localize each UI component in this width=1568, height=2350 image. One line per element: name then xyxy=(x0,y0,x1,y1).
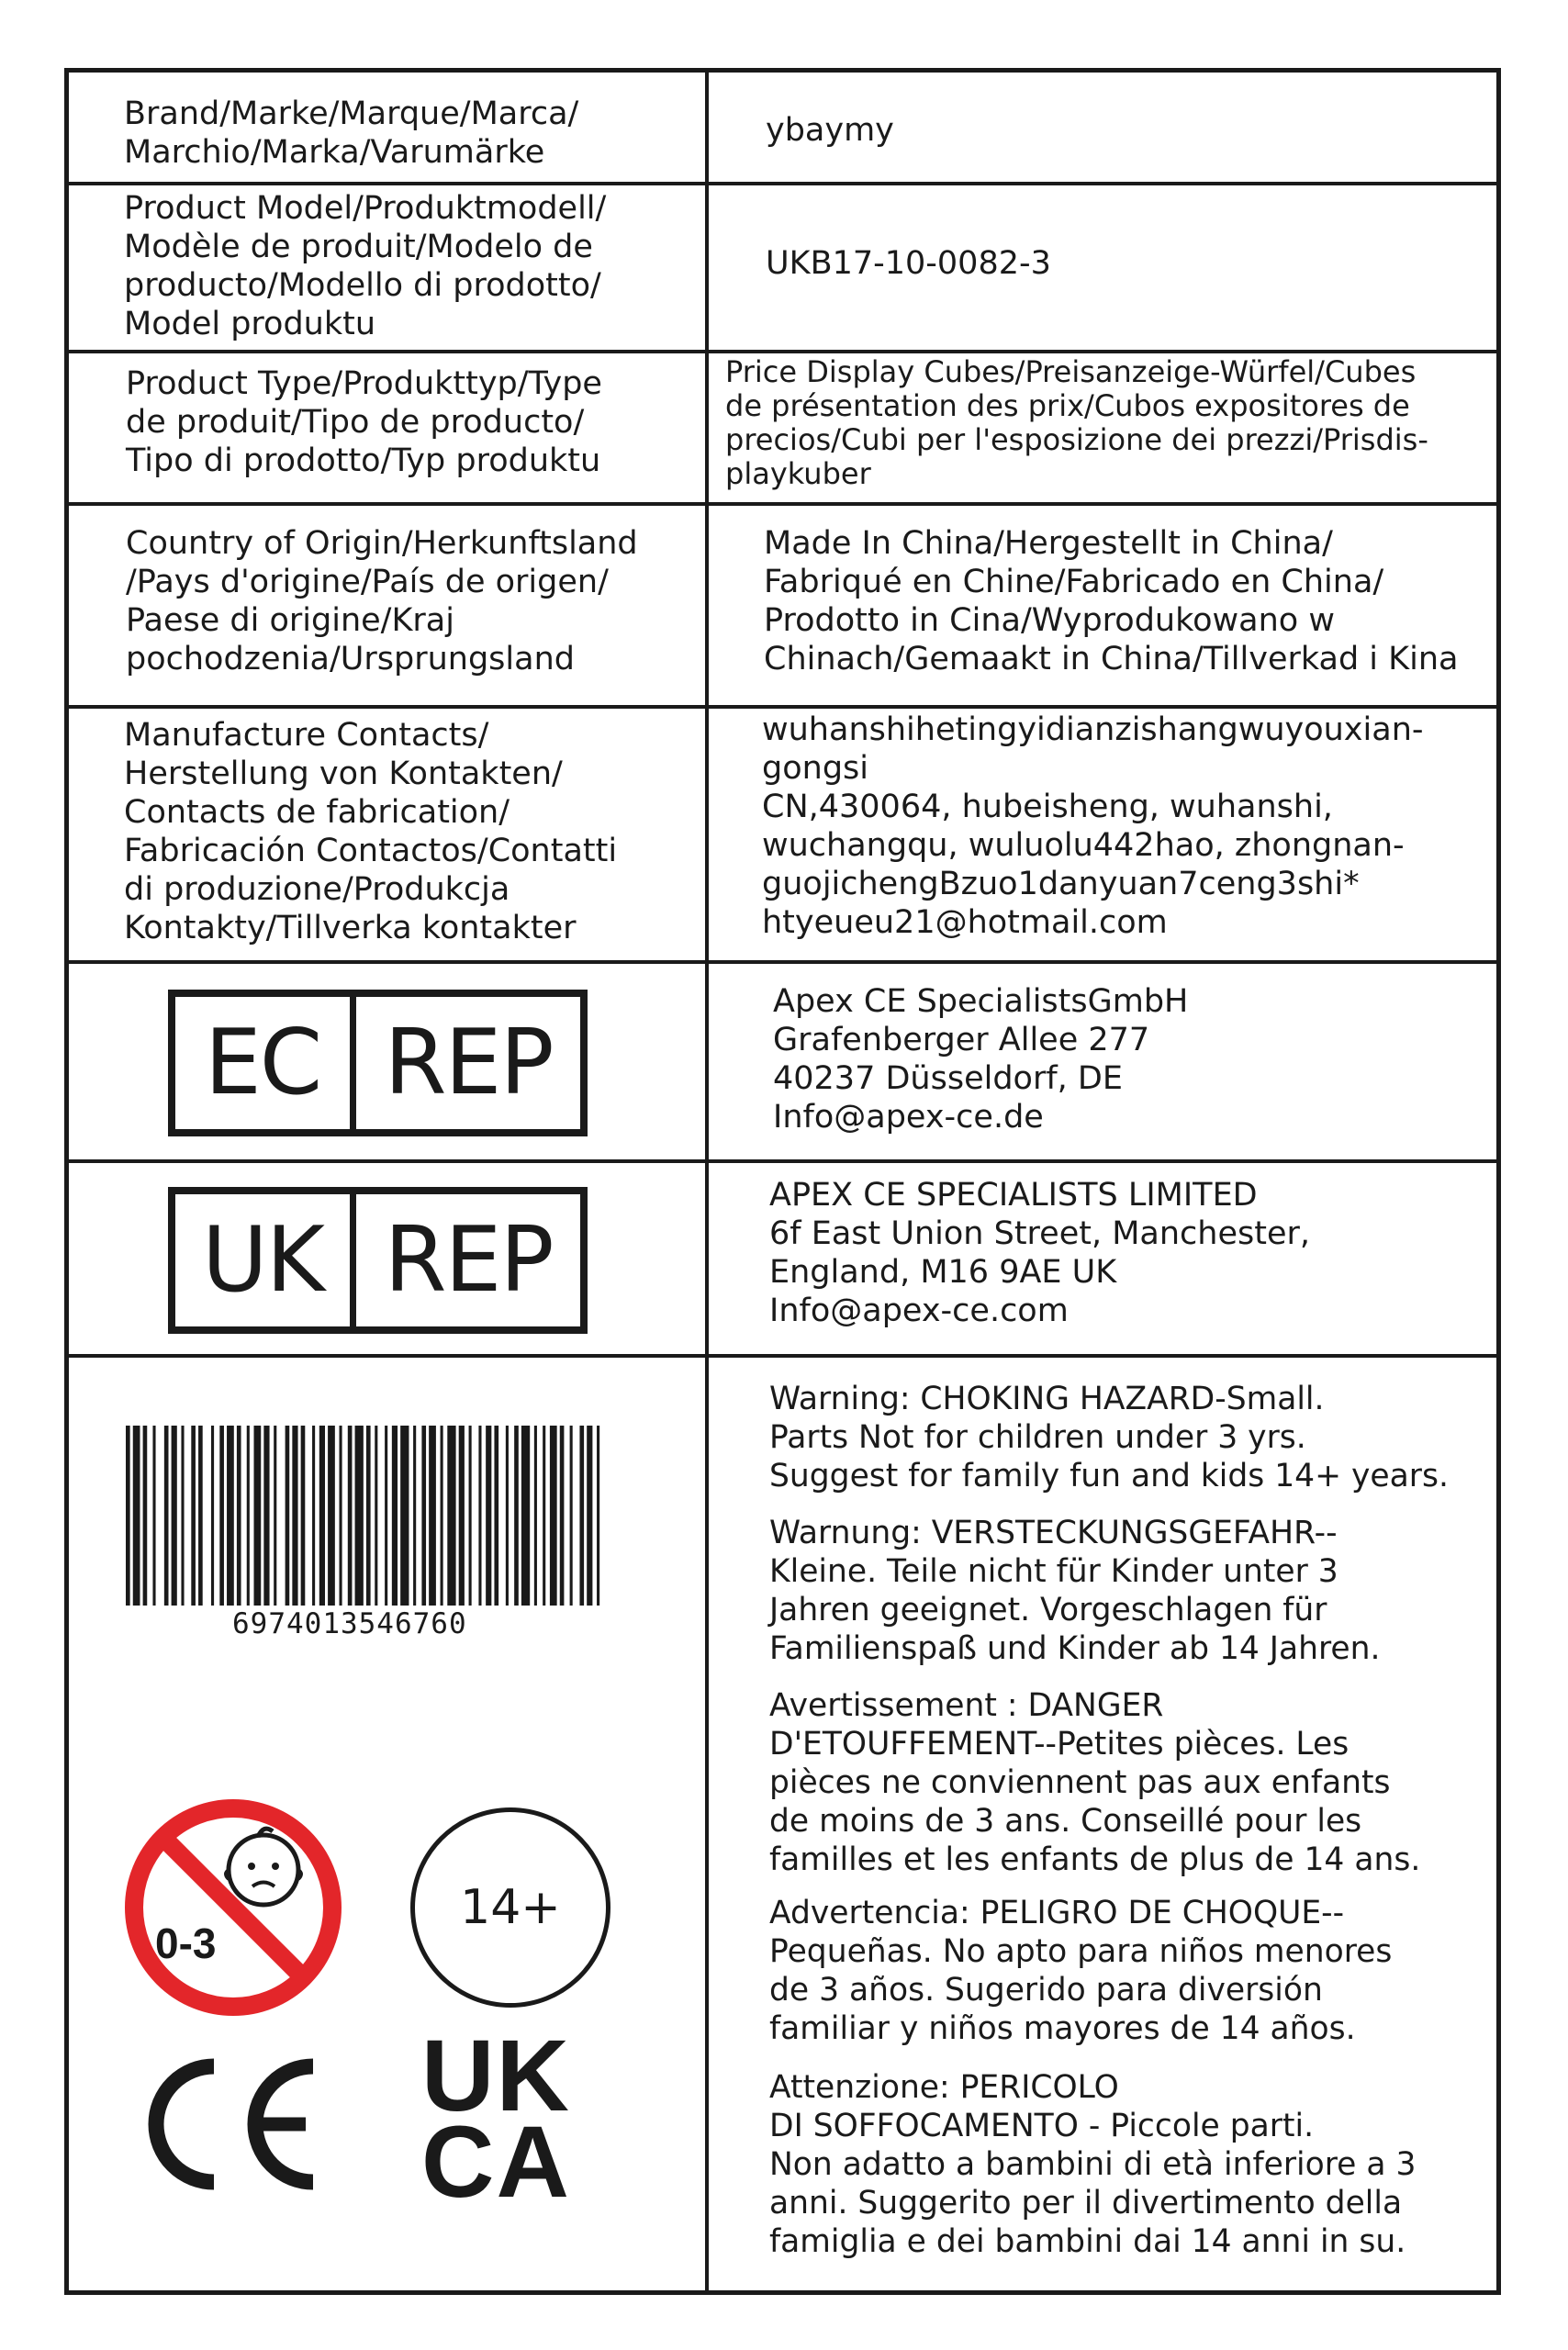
age-14-plus-icon xyxy=(410,1807,610,2008)
barcode-bar xyxy=(181,1426,184,1606)
warning-fr: Avertissement : DANGER D'ETOUFFEMENT--Petites pièces. Les pièces ne conviennent pas aux enfants de moins de 3 ans. Conseillé pour les familles et les enfants de plus de 14 ans. xyxy=(769,1687,1421,1878)
row-contacts xyxy=(69,705,1496,960)
type-value: Price Display Cubes/Preisanzeige-Würfel/Cubes de présentation des prix/Cubos expositores de precios/Cubi per l'esposizione dei prezzi/Prisdis- playkuber xyxy=(725,354,1428,491)
barcode-bar xyxy=(152,1426,155,1606)
barcode-bar xyxy=(543,1426,545,1606)
contacts-value: wuhanshihetingyidianzishangwuyouxian- gongsi CN,430064, hubeisheng, wuhanshi, wuchangqu, wuluolu442hao, zhongnan- guojichengBzuo1danyuan7ceng3shi* htyeueu21@hotmail.com xyxy=(762,711,1424,941)
ec-rep-address: Apex CE SpecialistsGmbH Grafenberger Allee 277 40237 Düsseldorf, DE Info@apex-ce.de xyxy=(773,983,1189,1136)
barcode-bar xyxy=(355,1426,364,1606)
no-under-3-text: 0-3 xyxy=(155,1919,217,1967)
uk-rep-mark-left: UK xyxy=(175,1194,356,1326)
ec-rep-mark-left: EC xyxy=(175,997,356,1129)
barcode-bar xyxy=(560,1426,565,1606)
barcode-bar xyxy=(521,1426,530,1606)
warning-it: Attenzione: PERICOLO DI SOFFOCAMENTO - Piccole parti. Non adatto a bambini di età inferiore a 3 anni. Suggerito per il divertimento della famiglia e dei bambini dai 14 anni in su. xyxy=(769,2069,1417,2260)
ukca-mark-icon xyxy=(421,2020,605,2219)
barcode-bar xyxy=(421,1426,426,1606)
type-label: Product Type/Produkttyp/Type de produit/Tipo de producto/ Tipo di prodotto/Typ produktu xyxy=(126,365,602,479)
barcode-bar xyxy=(587,1426,592,1606)
barcode-digits: 6974013546760 xyxy=(232,1607,467,1640)
barcode-bar xyxy=(441,1426,443,1606)
brand-value: ybaymy xyxy=(766,112,894,149)
barcode-bar xyxy=(366,1426,371,1606)
barcode-bar xyxy=(219,1426,224,1606)
barcode-bar xyxy=(413,1426,416,1606)
row-origin xyxy=(69,502,1496,705)
barcode-bar xyxy=(133,1426,140,1606)
barcode-bar xyxy=(486,1426,491,1606)
barcode-bar xyxy=(340,1426,342,1606)
barcode-bar xyxy=(506,1426,509,1606)
barcode-bar xyxy=(429,1426,436,1606)
barcode-bar xyxy=(274,1426,276,1606)
barcode-bar xyxy=(319,1426,325,1606)
barcode-bar xyxy=(247,1426,250,1606)
barcode-bar xyxy=(469,1426,472,1606)
barcode-bar xyxy=(348,1426,353,1606)
barcode-bar xyxy=(191,1426,196,1606)
uk-rep-address: APEX CE SPECIALISTS LIMITED 6f East Union Street, Manchester, England, M16 9AE UK Info@apex-ce.com xyxy=(769,1177,1311,1329)
ce-mark-icon xyxy=(140,2055,324,2193)
warning-en: Warning: CHOKING HAZARD-Small. Parts Not for children under 3 yrs. Suggest for family fun and kids 14+ years. xyxy=(769,1381,1449,1494)
origin-label: Country of Origin/Herkunftsland /Pays d'origine/País de origen/ Paese di origine/Kraj pochodzenia/Ursprungsland xyxy=(126,525,638,677)
barcode-bar xyxy=(292,1426,297,1606)
row-type xyxy=(69,350,1496,502)
barcode-bar xyxy=(312,1426,315,1606)
no-under-3-icon xyxy=(118,1793,348,2022)
barcode-bar xyxy=(597,1426,599,1606)
barcode-bar xyxy=(237,1426,241,1606)
barcode-bar xyxy=(478,1426,481,1606)
ukca-line-1: UK xyxy=(421,2020,571,2132)
barcode-bar xyxy=(286,1426,290,1606)
product-label xyxy=(64,68,1501,2295)
uk-rep-mark xyxy=(168,1187,588,1334)
barcode-bar xyxy=(385,1426,387,1606)
barcode-bar xyxy=(392,1426,398,1606)
barcode-bar xyxy=(164,1426,169,1606)
barcode-bar xyxy=(579,1426,584,1606)
barcode-bar xyxy=(198,1426,203,1606)
ukca-line-2: CA xyxy=(421,2106,571,2219)
barcode-bar xyxy=(254,1426,262,1606)
barcode-bar xyxy=(534,1426,537,1606)
barcode-bar xyxy=(459,1426,465,1606)
row-ec-rep xyxy=(69,960,1496,1159)
ec-rep-mark xyxy=(168,990,588,1136)
contacts-label: Manufacture Contacts/ Herstellung von Kontakten/ Contacts de fabrication/ Fabricación Contactos/Contatti di produzione/Produkcja Kontakty/Tillverka kontakter xyxy=(124,717,618,946)
row-brand xyxy=(69,73,1496,182)
barcode-bar xyxy=(227,1426,234,1606)
origin-value: Made In China/Hergestellt in China/ Fabriqué en Chine/Fabricado en China/ Prodotto in Cina/Wyprodukowano w Chinach/Gemaakt in China/Tillverkad i Kina xyxy=(764,525,1459,677)
barcode-bar xyxy=(570,1426,573,1606)
brand-label: Brand/Marke/Marque/Marca/ Marchio/Marka/Varumärke xyxy=(124,95,579,171)
warning-de: Warnung: VERSTECKUNGSGEFAHR-- Kleine. Teile nicht für Kinder unter 3 Jahren geeignet. Vorgeschlagen für Familienspaß und Kinder ab 14 Jahren. xyxy=(769,1515,1381,1667)
barcode-bar xyxy=(126,1426,130,1606)
model-value: UKB17-10-0082-3 xyxy=(766,245,1051,282)
barcode-bar xyxy=(400,1426,409,1606)
age-14-plus-text: 14+ xyxy=(460,1880,561,1935)
barcode-bar xyxy=(494,1426,498,1606)
barcode xyxy=(126,1426,608,1609)
barcode-bar xyxy=(211,1426,214,1606)
ec-rep-mark-right: REP xyxy=(384,1011,553,1115)
barcode-bar xyxy=(301,1426,306,1606)
warning-es: Advertencia: PELIGRO DE CHOQUE-- Pequeñas. No apto para niños menores de 3 años. Sugerido para diversión familiar y niños mayores de 14 años. xyxy=(769,1895,1393,2047)
barcode-bar xyxy=(375,1426,377,1606)
barcode-bar xyxy=(447,1426,455,1606)
barcode-bar xyxy=(328,1426,335,1606)
row-model xyxy=(69,182,1496,350)
row-warnings xyxy=(69,1354,1496,2290)
barcode-bar xyxy=(514,1426,519,1606)
barcode-bar xyxy=(263,1426,269,1606)
barcode-bar xyxy=(172,1426,177,1606)
barcode-bar xyxy=(143,1426,148,1606)
barcode-bar xyxy=(550,1426,557,1606)
model-label: Product Model/Produktmodell/ Modèle de produit/Modelo de producto/Modello di prodotto/ Model produktu xyxy=(124,190,607,342)
uk-rep-mark-right: REP xyxy=(384,1208,553,1313)
row-uk-rep xyxy=(69,1159,1496,1354)
